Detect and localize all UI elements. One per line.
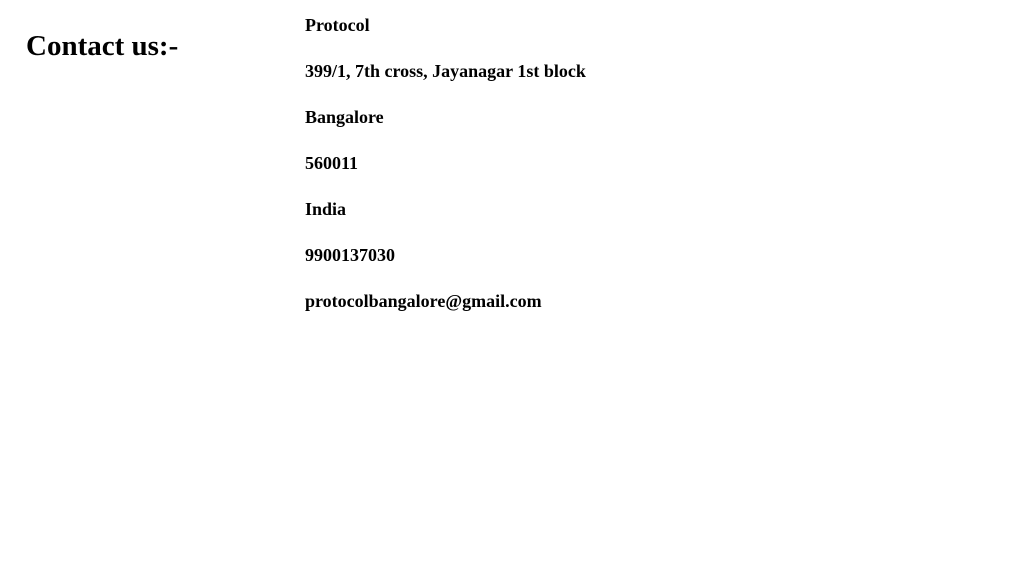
company-name: Protocol: [305, 15, 370, 35]
street-address: 399/1, 7th cross, Jayanagar 1st block: [305, 61, 586, 81]
contact-details: [305, 13, 586, 335]
email-address: protocolbangalore@gmail.com: [305, 291, 542, 311]
city: Bangalore: [305, 107, 384, 127]
contact-heading: Contact us:-: [26, 30, 179, 62]
postal-code: 560011: [305, 153, 359, 173]
phone-number: 9900137030: [305, 245, 395, 265]
country: India: [305, 199, 347, 219]
